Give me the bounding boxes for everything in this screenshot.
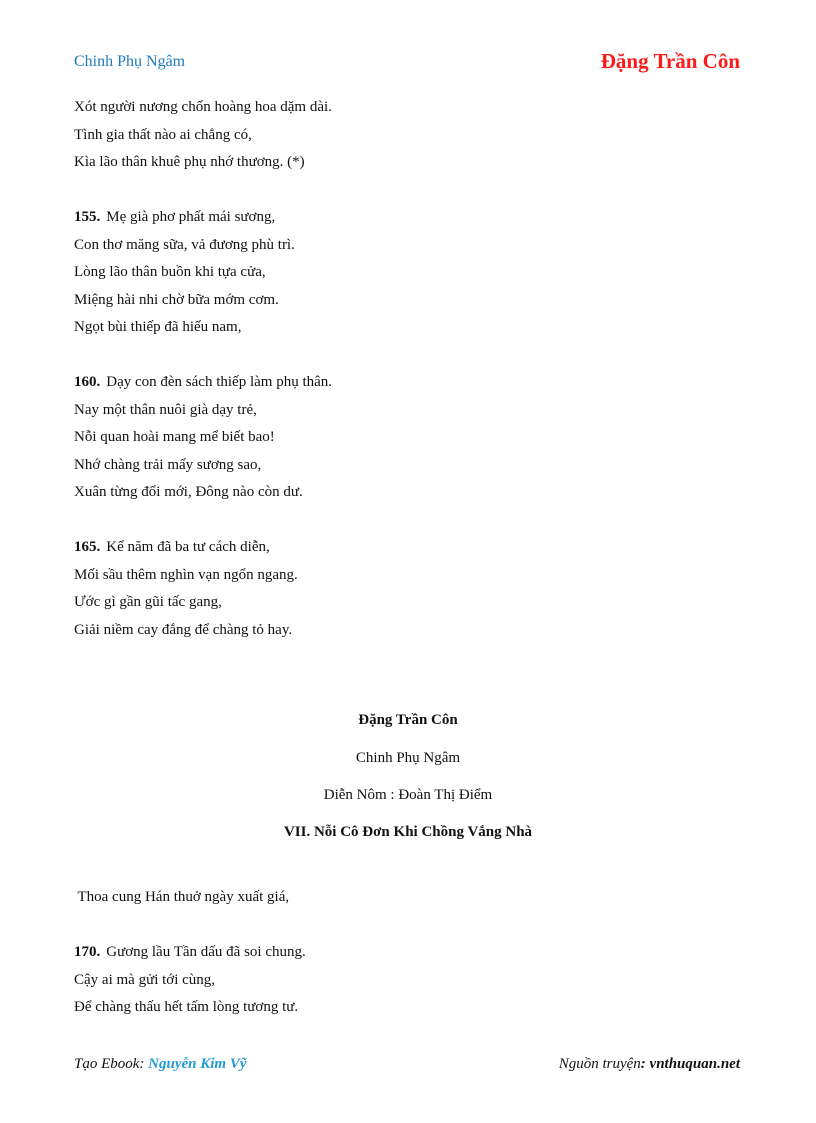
poem-line: Mối sầu thêm nghìn vạn ngổn ngang. (74, 566, 298, 583)
poem-line: Ngọt bùi thiếp đã hiếu nam, (74, 319, 242, 335)
stanza (74, 884, 754, 912)
line-number: 165. (74, 539, 101, 555)
poem-line: Ước gì gần gũi tấc gang, (74, 594, 222, 610)
footer-credit-sep: : (139, 1056, 149, 1072)
chapter-title: VII. Nỗi Cô Đơn Khi Chồng Vắng Nhà (283, 824, 533, 840)
poem-body (74, 94, 754, 672)
footer-credit (74, 1056, 247, 1073)
footer-source (559, 1056, 740, 1073)
footer-source-label: Nguồn truyện (558, 1056, 641, 1072)
footer-source-sep: : (640, 1056, 650, 1072)
poem-line: Nhớ chàng trải mấy sương sao, (74, 456, 262, 473)
poem-line: Tình gia thất nào ai chẳng có, (74, 126, 252, 143)
section-work: Chinh Phụ Ngâm (355, 750, 461, 766)
poem-line: Nay một thân nuôi già dạy trẻ, (74, 401, 257, 418)
stanza (74, 939, 754, 1022)
stanza (74, 94, 754, 177)
poem-line-text: Dạy con đèn sách thiếp làm phụ thân. (106, 374, 333, 390)
poem-line: Xót người nương chốn hoàng hoa dặm dài. (74, 99, 332, 115)
poem-line (74, 369, 754, 397)
poem-line-text: Mẹ già phơ phất mái sương, (106, 209, 276, 225)
stanza (74, 369, 754, 507)
poem-line-text: Kể năm đã ba tư cách diễn, (106, 539, 270, 555)
poem-line: Xuân từng đổi mới, Đông nào còn dư. (74, 484, 303, 500)
poem-line (74, 204, 754, 232)
poem-line: Để chàng thấu hết tấm lòng tương tư. (74, 999, 299, 1015)
footer-credit-label: Tạo Ebook (74, 1056, 140, 1072)
section-translator: Diễn Nôm : Đoàn Thị Điểm (323, 787, 493, 803)
poem-line (74, 939, 754, 967)
stanza (74, 534, 754, 644)
poem-line: Giải niềm cay đắng để chàng tỏ hay. (74, 621, 293, 638)
footer-credit-name: Nguyễn Kim Vỹ (148, 1056, 247, 1072)
line-number: 160. (74, 374, 101, 390)
header-title: Chinh Phụ Ngâm (74, 53, 186, 70)
poem-line (74, 534, 754, 562)
footer-source-site: vnthuquan.net (649, 1056, 740, 1072)
poem-line: Thoa cung Hán thuở ngày xuất giá, (74, 889, 290, 905)
header-author: Đặng Trần Côn (600, 49, 740, 73)
poem-line: Kìa lão thân khuê phụ nhớ thương. (*) (74, 154, 305, 170)
poem-line: Nỗi quan hoài mang mể biết bao! (74, 429, 275, 445)
poem-line: Miệng hài nhi chờ bữa mớm cơm. (74, 291, 279, 308)
poem-line-text: Gương lầu Tần dấu đã soi chung. (106, 944, 306, 960)
poem-body-2 (74, 884, 754, 1049)
line-number: 170. (74, 944, 101, 960)
section-author: Đặng Trần Côn (358, 712, 458, 728)
poem-line: Lòng lão thân buồn khi tựa cửa, (74, 264, 266, 280)
poem-line: Con thơ măng sữa, vả đương phù trì. (74, 236, 295, 253)
line-number: 155. (74, 209, 101, 225)
poem-line: Cậy ai mà gửi tới cùng, (74, 971, 216, 988)
stanza (74, 204, 754, 342)
